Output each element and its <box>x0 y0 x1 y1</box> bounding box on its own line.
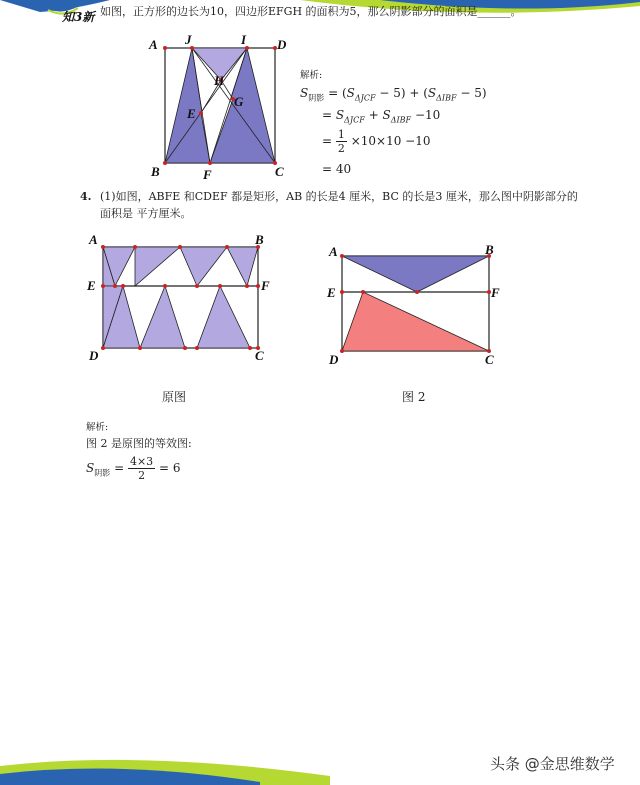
problem4-analysis-text: 图 2 是原图的等效图: <box>86 437 192 450</box>
solution-line-4: = 40 <box>322 162 352 176</box>
logo <box>38 0 98 28</box>
problem4-text-line1: (1)如图，ABFE 和CDEF 都是矩形，AB 的长是4 厘米，BC 的长是3 厘米，那么图中阴影部分的 <box>100 190 578 203</box>
footer-watermark: 头条 @金思维数学 <box>490 755 615 773</box>
fig2-label-a: A <box>329 244 338 259</box>
label-g: G <box>234 94 244 109</box>
shaded-top-triangle <box>342 256 489 292</box>
label-a: A <box>149 37 158 52</box>
label-c: C <box>275 164 284 179</box>
label-b: B <box>151 164 160 179</box>
problem4-number: 4. <box>80 190 92 203</box>
fig1-label-b: B <box>255 232 264 247</box>
label-j: J <box>185 33 192 47</box>
solution-line-3: = $\frac{1}{2}$ ×10×10 −10 <box>322 128 431 155</box>
solution-line-2: = $S_{\Delta JCF} + S_{\Delta IBF} -10$ <box>322 108 441 125</box>
label-d: D <box>277 37 287 52</box>
problem3-figure <box>145 33 295 183</box>
fig1-label-a: A <box>89 232 98 247</box>
logo-text: 知3新 <box>62 10 95 24</box>
problem4-figure2 <box>325 238 505 368</box>
fig2-label-d: D <box>329 352 339 367</box>
fig2-label-f: F <box>491 285 500 300</box>
fig1-label-f: F <box>261 278 270 293</box>
fig1-label-c: C <box>255 348 264 363</box>
fig1-label-e: E <box>87 278 96 293</box>
fig2-label-b: B <box>485 242 494 257</box>
problem4-original-figure <box>85 230 275 365</box>
problem3-analysis-title: 解析: <box>300 70 323 81</box>
problem4-analysis-title: 解析: <box>86 422 109 433</box>
shaded-bottom-triangle <box>342 292 489 351</box>
fig2-label-e: E <box>327 285 336 300</box>
solution-line-1: $S_{阴影} = (S_{\Delta JCF} - 5) + (S_{\Delta IBF} - 5)$ <box>300 86 487 103</box>
fig1-caption: 原图 <box>162 390 187 404</box>
problem3-text: 如图，正方形的边长为10，四边形EFGH 的面积为5，那么阴影部分的面积是______。 <box>100 5 522 18</box>
label-e: E <box>187 106 196 121</box>
fig2-label-c: C <box>485 352 494 367</box>
label-f: F <box>203 167 212 182</box>
problem4-formula: $S_{阴影}$ = $\frac{4\times 3}{2}$ = 6 <box>86 455 181 482</box>
label-h: H <box>214 73 225 88</box>
fig1-label-d: D <box>89 348 99 363</box>
fig2-caption: 图 2 <box>402 390 426 404</box>
label-i: I <box>241 33 247 47</box>
problem4-text-line2: 面积是 平方厘米。 <box>100 207 192 220</box>
